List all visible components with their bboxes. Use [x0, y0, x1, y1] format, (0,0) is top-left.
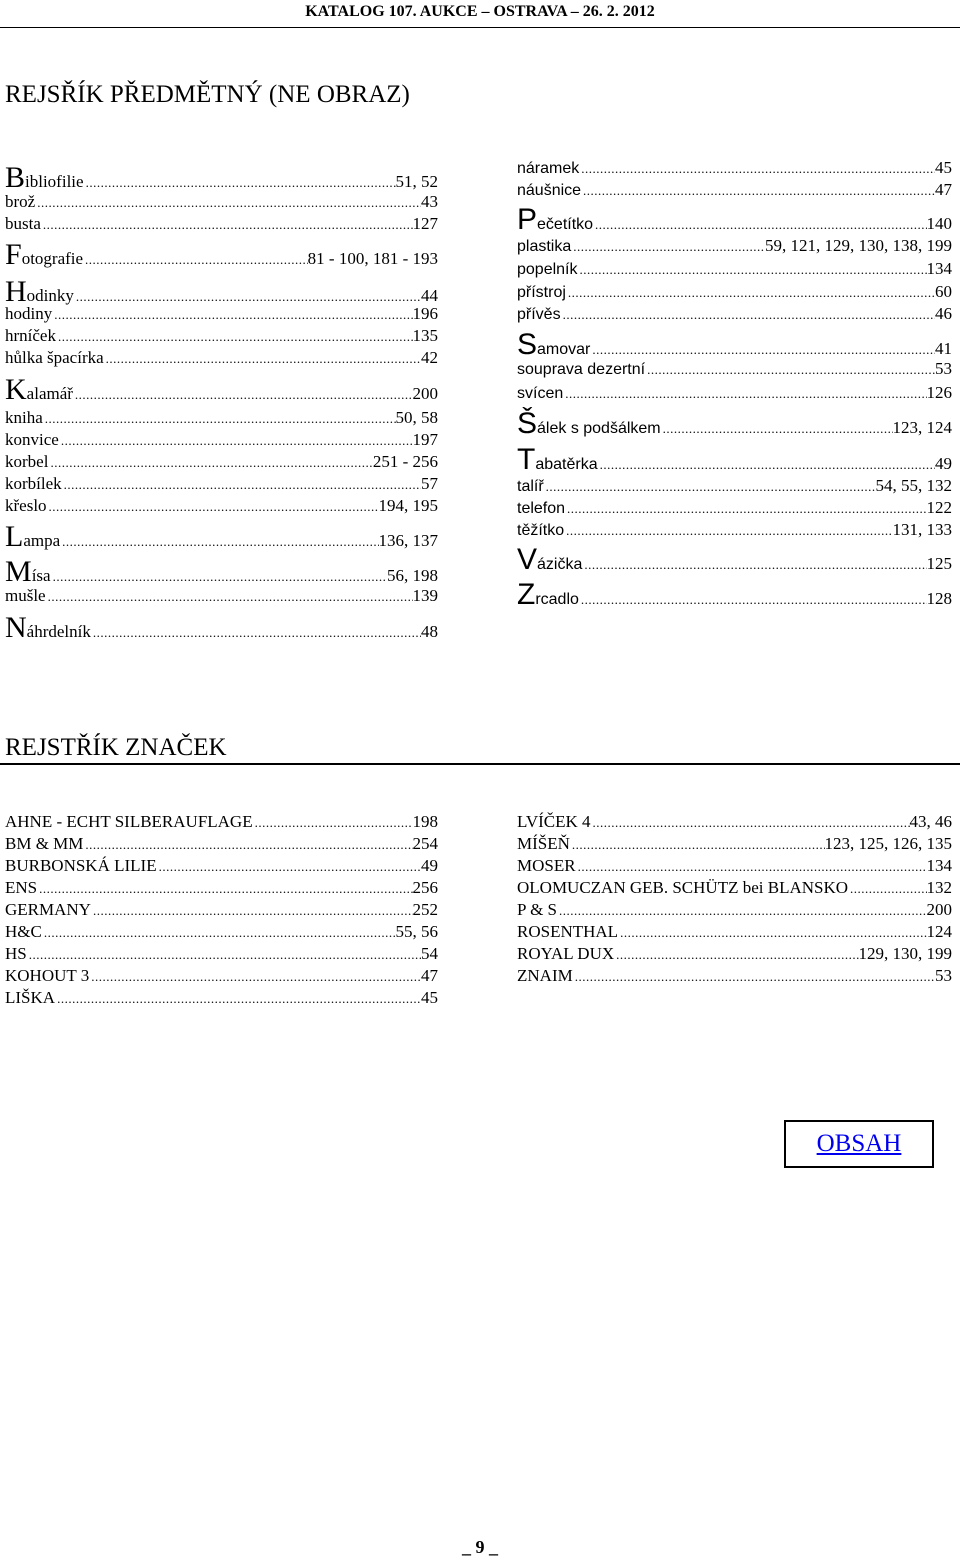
- dot-leader: [35, 193, 421, 213]
- dot-leader: [582, 555, 926, 575]
- entry-term: [5, 326, 56, 346]
- dot-leader: [84, 173, 396, 193]
- entry-pages: 45: [935, 158, 952, 177]
- entry-text: MÍŠEŇ: [517, 834, 570, 853]
- index-entry: [5, 496, 438, 517]
- entry-pages: 81 - 100, 181 - 193: [307, 249, 438, 268]
- index-entry: [517, 834, 952, 855]
- entry-pages: 47: [421, 966, 438, 985]
- entry-term: [517, 834, 570, 854]
- index-entry: [517, 498, 952, 519]
- entry-pages: 194, 195: [378, 496, 438, 515]
- index-entry: [5, 452, 438, 473]
- entry-pages: 200: [412, 384, 438, 403]
- entry-term: [517, 543, 583, 576]
- entry-text: ísa: [31, 566, 51, 585]
- entry-text: hůlka špacírka: [5, 348, 104, 367]
- dot-leader: [41, 215, 413, 235]
- dot-leader: [83, 250, 308, 270]
- entry-text: plastika: [517, 238, 572, 255]
- entry-term: [517, 812, 591, 832]
- index-entry: [5, 520, 438, 553]
- entry-text: ZNAIM: [517, 966, 573, 985]
- entry-pages: 51, 52: [395, 172, 438, 191]
- entry-pages: 46: [935, 304, 952, 323]
- dot-leader: [565, 499, 926, 519]
- dot-leader: [576, 857, 927, 877]
- entry-pages: 127: [412, 214, 438, 233]
- index-entry: [5, 966, 438, 987]
- entry-term: [517, 384, 563, 404]
- index-entry: [5, 900, 438, 921]
- dot-leader: [37, 879, 412, 899]
- dot-leader: [614, 945, 858, 965]
- entry-term: [517, 181, 581, 201]
- entry-term: [5, 520, 61, 553]
- entry-pages: 131, 133: [892, 520, 952, 539]
- entry-term: [517, 578, 579, 611]
- entry-pages: 41: [935, 339, 952, 358]
- index-entry: [5, 856, 438, 877]
- entry-pages: 132: [926, 878, 952, 897]
- dot-leader: [62, 475, 421, 495]
- index-entry: [517, 966, 952, 987]
- dot-leader: [579, 159, 935, 179]
- entry-pages: 125: [926, 554, 952, 573]
- dot-leader: [91, 901, 413, 921]
- index-entry: [5, 586, 438, 607]
- entry-initial: V: [517, 543, 538, 576]
- entry-text: MOSER: [517, 856, 576, 875]
- entry-pages: 50, 58: [395, 408, 438, 427]
- index-entry: [517, 900, 952, 921]
- index-entry: [5, 988, 438, 1009]
- entry-term: [517, 159, 579, 179]
- entry-text: odinky: [26, 286, 74, 305]
- dot-leader: [27, 945, 421, 965]
- entry-text: přívěs: [517, 306, 561, 323]
- dot-leader: [557, 901, 926, 921]
- entry-text: kniha: [5, 408, 43, 427]
- index-entry: [5, 611, 438, 644]
- entry-term: [517, 283, 566, 303]
- entry-pages: 135: [412, 326, 438, 345]
- entry-term: [5, 611, 91, 644]
- entry-pages: 136, 137: [378, 531, 438, 550]
- index-entry: [5, 812, 438, 833]
- entry-text: popelník: [517, 261, 578, 278]
- dot-leader: [618, 923, 926, 943]
- entry-term: [517, 922, 618, 942]
- entry-pages: 54: [421, 944, 438, 963]
- entry-term: [5, 408, 43, 428]
- entry-term: [5, 275, 74, 308]
- entry-term: [517, 260, 578, 280]
- index-entry: [517, 259, 952, 280]
- index-entry: [5, 214, 438, 235]
- entry-term: [5, 373, 73, 406]
- entry-text: přístroj: [517, 284, 566, 301]
- entry-term: [5, 474, 62, 494]
- entry-text: BM & MM: [5, 834, 84, 853]
- entry-text: konvice: [5, 430, 59, 449]
- entry-term: [5, 812, 253, 832]
- entry-text: ázička: [537, 556, 583, 573]
- index-entry: [517, 812, 952, 833]
- entry-term: [5, 922, 42, 942]
- dot-leader: [104, 349, 421, 369]
- header-divider: [0, 27, 960, 28]
- entry-term: [5, 988, 55, 1008]
- entry-term: [517, 856, 576, 876]
- entry-text: GERMANY: [5, 900, 91, 919]
- dot-leader: [591, 813, 910, 833]
- dot-leader: [73, 385, 413, 405]
- entry-pages: 49: [421, 856, 438, 875]
- entry-text: alamář: [26, 384, 73, 403]
- entry-text: talíř: [517, 478, 544, 495]
- dot-leader: [83, 835, 412, 855]
- entry-text: ibliofilie: [25, 172, 84, 191]
- index-entry: [5, 922, 438, 943]
- entry-term: [517, 237, 571, 257]
- entry-text: náušnice: [517, 182, 582, 199]
- entry-text: svícen: [517, 385, 564, 402]
- dot-leader: [578, 260, 927, 280]
- entry-pages: 55, 56: [395, 922, 438, 941]
- entry-pages: 44: [421, 286, 438, 305]
- entry-pages: 47: [935, 180, 952, 199]
- entry-text: korbílek: [5, 474, 62, 493]
- entry-initial: B: [5, 161, 26, 194]
- dot-leader: [564, 521, 892, 541]
- entry-term: [517, 443, 598, 476]
- entry-pages: 53: [935, 359, 952, 378]
- dot-leader: [157, 857, 421, 877]
- entry-text: ENS: [5, 878, 38, 897]
- entry-term: [517, 360, 645, 380]
- entry-initial: L: [5, 520, 24, 553]
- dot-leader: [51, 567, 387, 587]
- entry-pages: 57: [421, 474, 438, 493]
- index-entry: [517, 203, 952, 236]
- index-entry: [517, 520, 952, 541]
- index-entry: [517, 180, 952, 201]
- entry-pages: 256: [412, 878, 438, 897]
- entry-text: těžítko: [517, 522, 565, 539]
- entry-initial: F: [5, 238, 22, 271]
- entry-pages: 126: [926, 383, 952, 402]
- entry-text: otografie: [21, 249, 84, 268]
- entry-text: ROYAL DUX: [517, 944, 615, 963]
- entry-term: [5, 452, 48, 472]
- entry-text: rcadlo: [535, 591, 579, 608]
- index-entry: [517, 443, 952, 476]
- entry-text: korbel: [5, 452, 49, 471]
- entry-text: křeslo: [5, 496, 47, 515]
- dot-leader: [848, 879, 926, 899]
- entry-initial: P: [517, 203, 538, 236]
- dot-leader: [563, 384, 926, 404]
- entry-pages: 128: [926, 589, 952, 608]
- entry-pages: 200: [926, 900, 952, 919]
- entry-term: [517, 966, 573, 986]
- index-entry: [517, 476, 952, 497]
- entry-pages: 139: [412, 586, 438, 605]
- entry-pages: 252: [412, 900, 438, 919]
- entry-pages: 56, 198: [387, 566, 438, 585]
- index-entry: [517, 236, 952, 257]
- dot-leader: [566, 283, 935, 303]
- marks-index-divider: [0, 763, 960, 765]
- index-entry: [5, 373, 438, 406]
- entry-text: ečetítko: [537, 216, 594, 233]
- dot-leader: [55, 989, 421, 1009]
- entry-pages: 43, 46: [909, 812, 952, 831]
- entry-text: brož: [5, 192, 36, 211]
- entry-term: [5, 348, 104, 368]
- dot-leader: [645, 360, 935, 380]
- entry-term: [517, 878, 848, 898]
- dot-leader: [47, 497, 379, 517]
- index-entry: [517, 282, 952, 303]
- page-number: _ 9 _: [462, 1537, 498, 1557]
- entry-pages: 123, 124: [892, 418, 952, 437]
- entry-pages: 122: [926, 498, 952, 517]
- entry-pages: 198: [412, 812, 438, 831]
- entry-initial: S: [517, 328, 538, 361]
- entry-initial: N: [5, 611, 27, 644]
- index-entry: [517, 944, 952, 965]
- index-entry: [5, 408, 438, 429]
- entry-pages: 59, 121, 129, 130, 138, 199: [765, 236, 952, 255]
- dot-leader: [571, 237, 765, 257]
- entry-text: OLOMUCZAN GEB. SCHÜTZ bei BLANSKO: [517, 878, 849, 897]
- entry-term: [517, 305, 561, 325]
- dot-leader: [661, 419, 893, 439]
- dot-leader: [89, 967, 421, 987]
- index-entry: [5, 348, 438, 369]
- entry-text: busta: [5, 214, 41, 233]
- entry-initial: Š: [517, 407, 538, 440]
- entry-text: KOHOUT 3: [5, 966, 90, 985]
- entry-text: ampa: [23, 531, 61, 550]
- entry-term: [517, 499, 565, 519]
- index-entry: [5, 326, 438, 347]
- entry-term: [5, 878, 37, 898]
- dot-leader: [42, 923, 396, 943]
- entry-term: [5, 304, 52, 324]
- index-entry: [517, 304, 952, 325]
- dot-leader: [593, 215, 926, 235]
- dot-leader: [579, 590, 927, 610]
- entry-initial: M: [5, 555, 32, 588]
- entry-text: HS: [5, 944, 27, 963]
- entry-initial: K: [5, 373, 27, 406]
- entry-text: mušle: [5, 586, 46, 605]
- dot-leader: [561, 305, 935, 325]
- entry-term: [5, 238, 84, 271]
- entry-pages: 196: [412, 304, 438, 323]
- entry-text: LIŠKA: [5, 988, 56, 1007]
- index-entry: [5, 430, 438, 451]
- entry-term: [517, 944, 614, 964]
- entry-text: BURBONSKÁ LILIE: [5, 856, 157, 875]
- entry-term: [5, 496, 47, 516]
- dot-leader: [590, 340, 935, 360]
- dot-leader: [60, 532, 378, 552]
- entry-term: [517, 900, 557, 920]
- entry-text: abatěrka: [535, 456, 598, 473]
- obsah-link[interactable]: OBSAH: [784, 1120, 934, 1168]
- index-entry: [5, 192, 438, 213]
- entry-term: [5, 192, 35, 212]
- entry-text: ROSENTHAL: [517, 922, 619, 941]
- entry-initial: Z: [517, 578, 536, 611]
- dot-leader: [581, 181, 935, 201]
- index-entry: [517, 878, 952, 899]
- entry-pages: 53: [935, 966, 952, 985]
- entry-pages: 48: [421, 622, 438, 641]
- entry-text: náramek: [517, 160, 580, 177]
- entry-text: amovar: [537, 341, 591, 358]
- entry-text: LVÍČEK 4: [517, 812, 591, 831]
- entry-term: [5, 430, 59, 450]
- entry-text: áhrdelník: [26, 622, 91, 641]
- index-entry: [5, 944, 438, 965]
- subject-index-title: REJSŘÍK PŘEDMĚTNÝ (NE OBRAZ): [5, 81, 410, 108]
- index-entry: [517, 359, 952, 380]
- entry-pages: 124: [926, 922, 952, 941]
- entry-term: [5, 555, 51, 588]
- entry-pages: 45: [421, 988, 438, 1007]
- entry-term: [517, 203, 594, 236]
- index-entry: [5, 238, 438, 271]
- entry-term: [517, 477, 544, 497]
- index-entry: [517, 856, 952, 877]
- dot-leader: [544, 477, 876, 497]
- entry-pages: 49: [935, 454, 952, 473]
- entry-term: [5, 966, 89, 986]
- entry-pages: 129, 130, 199: [858, 944, 952, 963]
- entry-text: H&C: [5, 922, 42, 941]
- dot-leader: [59, 431, 413, 451]
- index-entry: [517, 578, 952, 611]
- index-entry: [517, 158, 952, 179]
- entry-term: [5, 161, 84, 194]
- entry-pages: 54, 55, 132: [875, 476, 952, 495]
- entry-term: [517, 521, 564, 541]
- index-entry: [517, 328, 952, 361]
- dot-leader: [52, 305, 412, 325]
- catalog-header: KATALOG 107. AUKCE – OSTRAVA – 26. 2. 2012: [305, 3, 655, 20]
- entry-pages: 134: [926, 259, 952, 278]
- dot-leader: [570, 835, 825, 855]
- index-entry: [5, 555, 438, 588]
- index-entry: [517, 922, 952, 943]
- index-entry: [5, 161, 438, 194]
- entry-initial: H: [5, 275, 27, 308]
- dot-leader: [48, 453, 372, 473]
- dot-leader: [253, 813, 413, 833]
- entry-text: hrníček: [5, 326, 56, 345]
- entry-term: [517, 407, 661, 440]
- entry-pages: 42: [421, 348, 438, 367]
- index-entry: [517, 543, 952, 576]
- index-entry: [5, 304, 438, 325]
- entry-term: [5, 856, 157, 876]
- index-entry: [5, 878, 438, 899]
- entry-pages: 140: [926, 214, 952, 233]
- dot-leader: [573, 967, 935, 987]
- entry-pages: 43: [421, 192, 438, 211]
- index-entry: [517, 407, 952, 440]
- entry-pages: 60: [935, 282, 952, 301]
- entry-text: souprava dezertní: [517, 361, 646, 378]
- entry-text: álek s podšálkem: [537, 420, 661, 437]
- entry-term: [517, 328, 591, 361]
- entry-term: [5, 214, 41, 234]
- dot-leader: [598, 455, 935, 475]
- marks-index-title: REJSTŘÍK ZNAČEK: [5, 734, 227, 761]
- entry-term: [5, 586, 46, 606]
- index-entry: [5, 834, 438, 855]
- index-entry: [5, 474, 438, 495]
- entry-pages: 123, 125, 126, 135: [824, 834, 952, 853]
- entry-term: [5, 834, 83, 854]
- dot-leader: [91, 623, 421, 643]
- entry-text: AHNE - ECHT SILBERAUFLAGE: [5, 812, 253, 831]
- entry-initial: T: [517, 443, 536, 476]
- entry-term: [5, 900, 91, 920]
- dot-leader: [56, 327, 413, 347]
- dot-leader: [46, 587, 413, 607]
- entry-text: P & S: [517, 900, 558, 919]
- entry-term: [5, 944, 27, 964]
- entry-pages: 197: [412, 430, 438, 449]
- entry-pages: 254: [412, 834, 438, 853]
- entry-pages: 134: [926, 856, 952, 875]
- entry-pages: 251 - 256: [372, 452, 438, 471]
- index-entry: [517, 383, 952, 404]
- entry-text: telefon: [517, 500, 566, 517]
- entry-text: hodiny: [5, 304, 53, 323]
- dot-leader: [43, 409, 396, 429]
